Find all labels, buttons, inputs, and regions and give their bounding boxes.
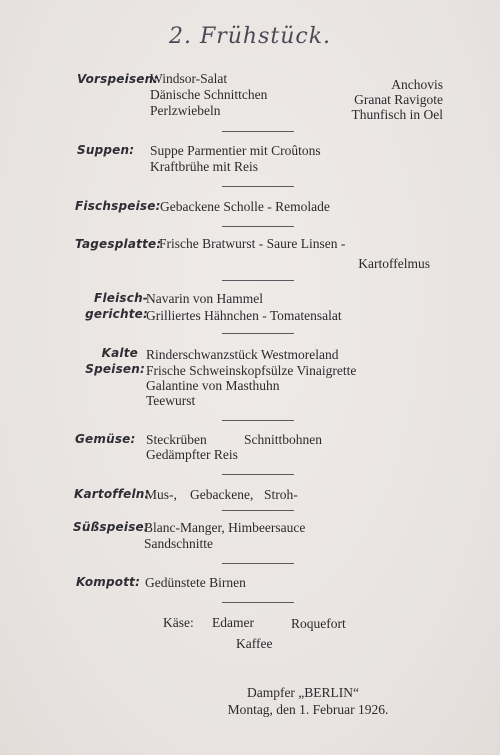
category-tagesplatte: Tagesplatte: (75, 237, 162, 251)
menu-item: Teewurst (146, 393, 196, 408)
divider (222, 333, 294, 334)
category-fischspeise: Fischspeise: (75, 199, 161, 213)
divider (222, 563, 294, 564)
menu-item: Granat Ravigote (354, 92, 443, 107)
menu-item: Roquefort (291, 616, 346, 631)
divider (222, 420, 294, 421)
menu-item: Kraftbrühe mit Reis (150, 159, 258, 174)
category-fleischgerichte-cont: gerichte: (85, 307, 148, 321)
menu-item: Windsor-Salat (150, 71, 228, 86)
menu-item: Dänische Schnittchen (150, 87, 268, 102)
menu-item: Edamer (212, 615, 254, 630)
menu-item: Frische Schweinskopfsülze Vinaigrette (146, 363, 357, 378)
menu-item: Stroh- (264, 487, 298, 502)
menu-item: Perlzwiebeln (150, 103, 221, 118)
category-kartoffeln: Kartoffeln: (74, 487, 150, 501)
menu-item: Schnittbohnen (244, 432, 322, 447)
category-kalte-speisen: Kalte (101, 346, 138, 360)
menu-item: Gedämpfter Reis (146, 447, 238, 462)
menu-item: Steckrüben (146, 432, 207, 447)
menu-item: Rinderschwanzstück Westmoreland (146, 347, 339, 362)
menu-item: Blanc-Manger, Himbeersauce (144, 520, 306, 535)
category-kompott: Kompott: (76, 575, 141, 589)
menu-item: Frische Bratwurst - Saure Linsen - (159, 236, 346, 251)
menu-item: Sandschnitte (144, 536, 213, 551)
menu-item: Navarin von Hammel (146, 291, 263, 306)
ship-name: Dampfer „BERLIN“ (246, 685, 360, 700)
menu-item: Grilliertes Hähnchen - Tomatensalat (146, 308, 342, 323)
divider (222, 186, 294, 187)
menu-item: Mus-, (145, 487, 177, 502)
divider (222, 226, 294, 227)
category-suessspeise: Süßspeise: (73, 520, 149, 534)
menu-item: Gebackene Scholle - Remolade (160, 199, 330, 214)
divider (222, 602, 294, 603)
menu-item: Galantine von Masthuhn (146, 378, 280, 393)
menu-date: Montag, den 1. Februar 1926. (227, 702, 389, 717)
divider (222, 280, 294, 281)
divider (222, 510, 294, 511)
divider (222, 474, 294, 475)
category-vorspeisen: Vorspeisen: (77, 72, 159, 86)
menu-item: Kartoffelmus (358, 256, 430, 271)
kaffee: Kaffee (236, 636, 273, 651)
category-kalte-speisen-cont: Speisen: (85, 362, 145, 376)
menu-item: Thunfisch in Oel (351, 107, 443, 122)
menu-item: Gedünstete Birnen (145, 575, 246, 590)
menu-item: Suppe Parmentier mit Croûtons (150, 143, 321, 158)
kaese-label: Käse: (163, 615, 194, 630)
category-suppen: Suppen: (77, 143, 135, 157)
divider (222, 131, 294, 132)
menu-item: Anchovis (391, 77, 443, 92)
menu-item: Gebackene, (190, 487, 254, 502)
menu-title: 2. Frühstück. (168, 24, 332, 49)
category-gemuese: Gemüse: (75, 432, 136, 446)
category-fleischgerichte: Fleisch- (94, 291, 148, 305)
